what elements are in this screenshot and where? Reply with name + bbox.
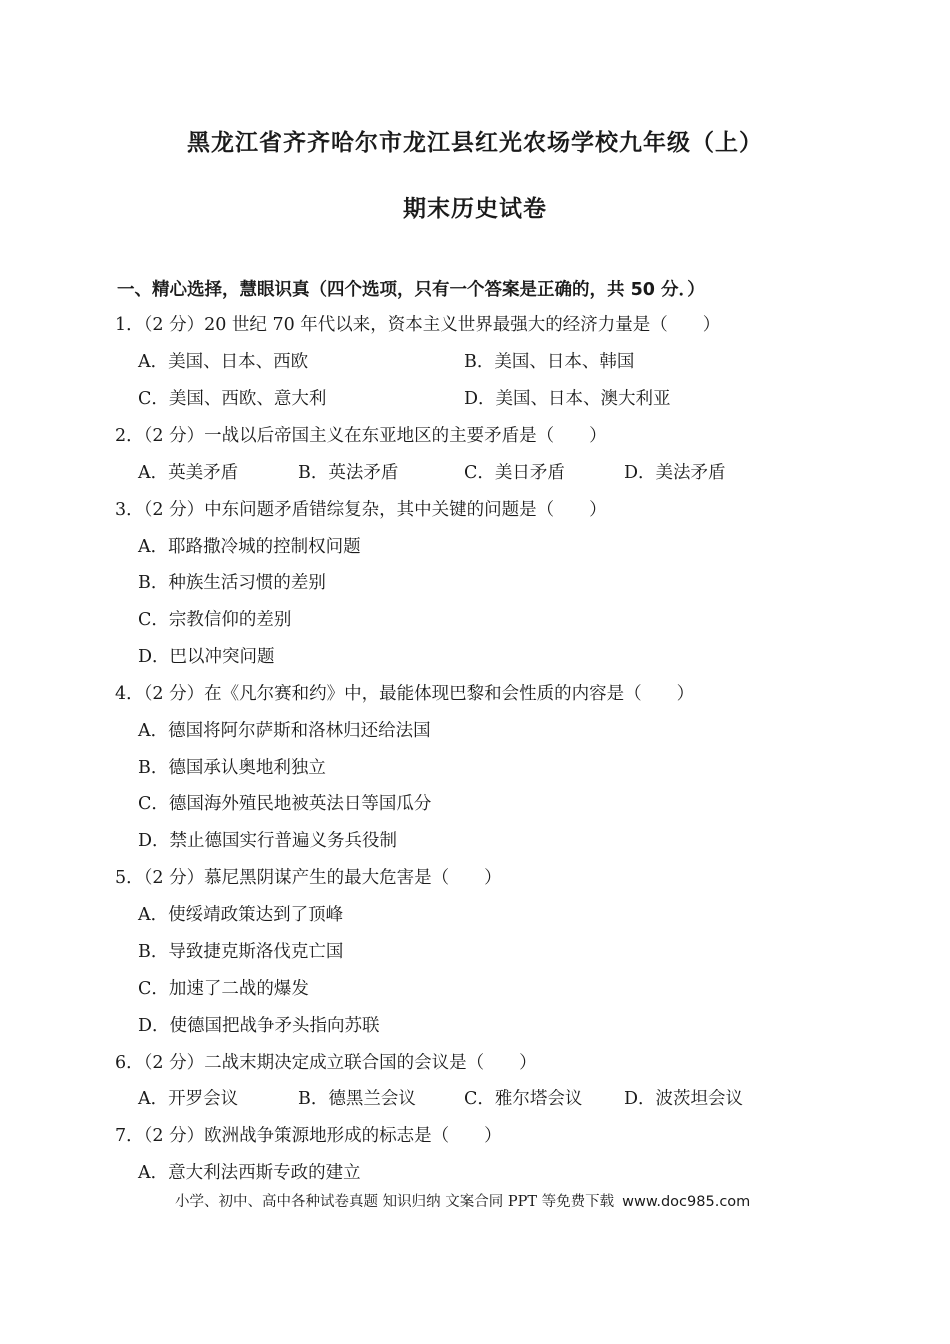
question-3-option-d: D．巴以冲突问题 xyxy=(138,647,275,667)
question-3-option-b: B．种族生活习惯的差别 xyxy=(138,573,326,593)
question-1-option-c: C．美国、西欧、意大利 xyxy=(138,389,327,409)
question-6-option-b: B．德黑兰会议 xyxy=(298,1089,416,1109)
exam-title-line2: 期末历史试卷 xyxy=(403,196,547,222)
exam-title-line1: 黑龙江省齐齐哈尔市龙江县红光农场学校九年级（上） xyxy=(187,130,763,156)
question-5-option-b: B．导致捷克斯洛伐克亡国 xyxy=(138,942,344,962)
question-2-option-b: B．英法矛盾 xyxy=(298,463,399,483)
question-5-stem: 5．（2 分）慕尼黑阴谋产生的最大危害是（ ） xyxy=(115,868,502,888)
question-4-stem: 4．（2 分）在《凡尔赛和约》中，最能体现巴黎和会性质的内容是（ ） xyxy=(115,684,695,704)
question-3-stem: 3．（2 分）中东问题矛盾错综复杂，其中关键的问题是（ ） xyxy=(115,500,607,520)
question-5-option-c: C．加速了二战的爆发 xyxy=(138,979,309,999)
question-1-option-a: A．美国、日本、西欧 xyxy=(138,352,309,372)
question-2-option-c: C．美日矛盾 xyxy=(464,463,565,483)
question-4-option-c: C．德国海外殖民地被英法日等国瓜分 xyxy=(138,794,432,814)
question-2-stem: 2．（2 分）一战以后帝国主义在东亚地区的主要矛盾是（ ） xyxy=(115,426,607,446)
question-6-option-a: A．开罗会议 xyxy=(138,1089,239,1109)
footer-url[interactable]: www.doc985.com xyxy=(622,1194,751,1210)
question-2-option-a: A．英美矛盾 xyxy=(138,463,239,483)
footer xyxy=(175,1190,750,1211)
question-3-option-c: C．宗教信仰的差别 xyxy=(138,610,292,630)
question-4-option-a: A．德国将阿尔萨斯和洛林归还给法国 xyxy=(138,721,431,741)
footer-text: 小学、初中、高中各种试卷真题 知识归纳 文案合同 PPT 等免费下载 xyxy=(175,1194,615,1210)
question-4-option-d: D．禁止德国实行普遍义务兵役制 xyxy=(138,831,398,851)
question-7-stem: 7．（2 分）欧洲战争策源地形成的标志是（ ） xyxy=(115,1126,502,1146)
question-5-option-a: A．使绥靖政策达到了顶峰 xyxy=(138,905,344,925)
question-1-option-d: D．美国、日本、澳大利亚 xyxy=(464,389,671,409)
question-3-option-a: A．耶路撒冷城的控制权问题 xyxy=(138,537,361,557)
question-4-option-b: B．德国承认奥地利独立 xyxy=(138,758,326,778)
question-6-stem: 6．（2 分）二战末期决定成立联合国的会议是（ ） xyxy=(115,1053,537,1073)
question-7-option-a: A．意大利法西斯专政的建立 xyxy=(138,1163,361,1183)
question-6-option-c: C．雅尔塔会议 xyxy=(464,1089,583,1109)
section-heading: 一、精心选择，慧眼识真（四个选项，只有一个答案是正确的，共 50 分．） xyxy=(117,280,705,300)
question-2-option-d: D．美法矛盾 xyxy=(624,463,726,483)
question-5-option-d: D．使德国把战争矛头指向苏联 xyxy=(138,1016,380,1036)
question-1-stem: 1．（2 分）20 世纪 70 年代以来，资本主义世界最强大的经济力量是（ ） xyxy=(115,315,721,335)
question-1-option-b: B．美国、日本、韩国 xyxy=(464,352,635,372)
question-6-option-d: D．波茨坦会议 xyxy=(624,1089,744,1109)
